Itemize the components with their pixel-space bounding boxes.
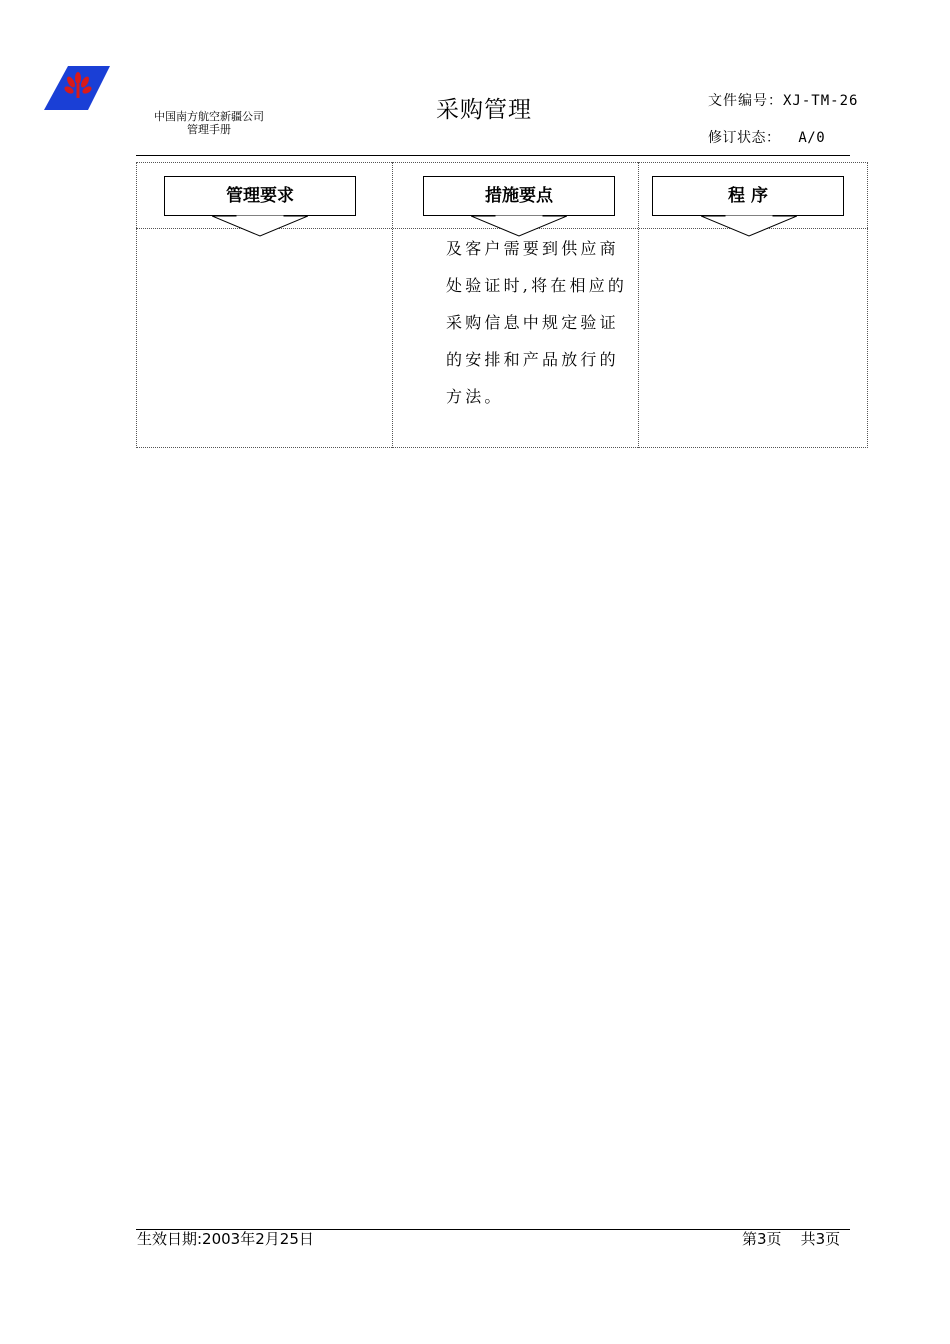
revision-status: 修订状态： A/0 — [708, 130, 826, 146]
column-header-key-measures: 措施要点 — [423, 176, 615, 216]
down-arrow-icon — [212, 215, 308, 237]
document-number: 文件编号：XJ-TM-26 — [708, 93, 859, 109]
page-title: 采购管理 — [436, 97, 532, 123]
company-line-2: 管理手册 — [187, 123, 231, 136]
effective-date: 生效日期:2003年2月25日 — [137, 1230, 314, 1248]
column-header-management-requirements: 管理要求 — [164, 176, 356, 216]
column-header-procedure: 程 序 — [652, 176, 844, 216]
column-divider-2 — [638, 162, 639, 448]
company-name — [148, 110, 270, 136]
column-divider-1 — [392, 162, 393, 448]
company-line-1: 中国南方航空新疆公司 — [154, 110, 264, 123]
down-arrow-icon — [701, 215, 797, 237]
key-measures-text: 及客户需要到供应商处验证时,将在相应的采购信息中规定验证的安排和产品放行的方法。 — [446, 239, 628, 406]
company-logo-icon — [40, 64, 112, 112]
page-number: 第3页 共3页 — [742, 1230, 841, 1248]
header-divider — [136, 155, 850, 156]
